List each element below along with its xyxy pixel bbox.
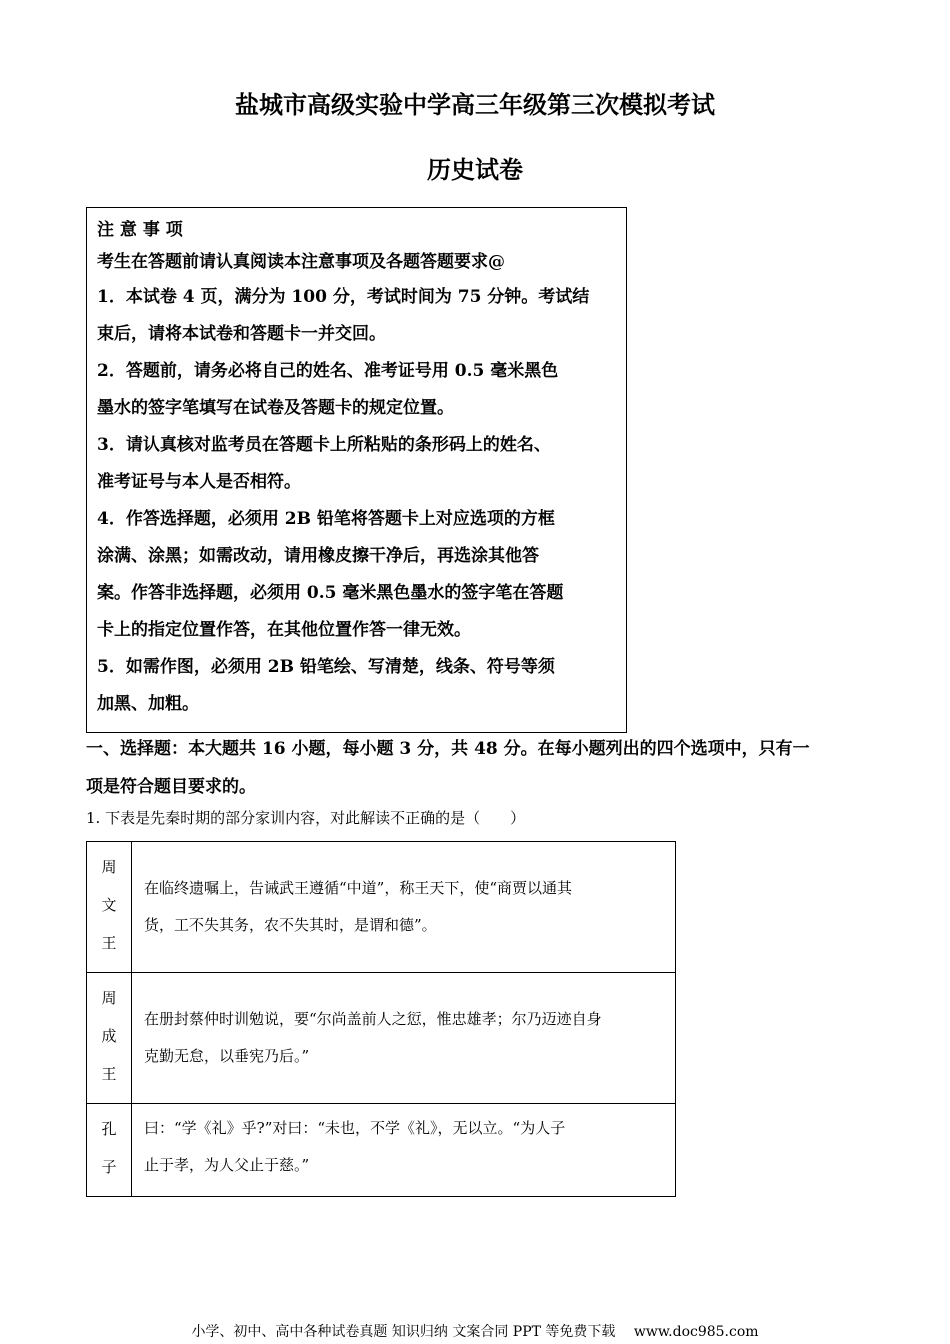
notice-line: 墨水的签字笔填写在试卷及答题卡的规定位置。 [97, 398, 454, 418]
notice-line: 卡上的指定位置作答，在其他位置作答一律无效。 [97, 620, 471, 640]
person-cell [87, 1104, 132, 1197]
section-heading-line: 一、选择题：本大题共 16 小题，每小题 3 分，共 48 分。在每小题列出的四个选项中，只有一 [86, 739, 810, 759]
person-char: 周 [101, 858, 117, 876]
person-char: 王 [101, 1065, 117, 1083]
person-char: 子 [101, 1158, 117, 1176]
table-row [87, 1104, 676, 1197]
person-char: 王 [101, 934, 117, 952]
notice-line: 1．本试卷 4 页，满分为 100 分，考试时间为 75 分钟。考试结 [97, 287, 590, 307]
table-row [87, 973, 676, 1104]
notice-line: 4．作答选择题，必须用 2B 铅笔将答题卡上对应选项的方框 [97, 509, 555, 529]
question-1-text: 1. 下表是先秦时期的部分家训内容，对此解读不正确的是（ ） [86, 809, 526, 827]
quote-line: 曰：“学《礼》乎?”对曰：“未也，不学《礼》，无以立。“为人子 [144, 1119, 566, 1137]
family-instructions-table [86, 841, 676, 1197]
quote-cell [132, 1104, 676, 1197]
footer-text: 小学、初中、高中各种试卷真题 知识归纳 文案合同 PPT 等免费下载 www.doc985.com [191, 1324, 759, 1340]
notice-line: 案。作答非选择题，必须用 0.5 毫米黑色墨水的签字笔在答题 [97, 583, 564, 603]
person-cell [87, 842, 132, 973]
notice-line: 准考证号与本人是否相符。 [97, 472, 301, 492]
notice-line: 加黑、加粗。 [97, 694, 199, 714]
notice-box [86, 207, 627, 733]
person-char: 成 [101, 1027, 117, 1045]
person-char: 孔 [101, 1120, 117, 1138]
person-cell [87, 973, 132, 1104]
notice-line: 5．如需作图，必须用 2B 铅笔绘、写清楚，线条、符号等须 [97, 657, 555, 677]
notice-line: 考生在答题前请认真阅读本注意事项及各题答题要求@ [97, 252, 505, 272]
quote-line: 克勤无怠，以垂宪乃后。” [144, 1047, 310, 1065]
notice-line: 涂满、涂黑；如需改动，请用橡皮擦干净后，再选涂其他答 [97, 546, 539, 566]
notice-heading: 注 意 事 项 [97, 220, 183, 240]
exam-subtitle: 历史试卷 [427, 155, 523, 184]
person-char: 周 [101, 989, 117, 1007]
person-char: 文 [101, 896, 117, 914]
quote-cell [132, 973, 676, 1104]
notice-line: 2．答题前，请务必将自己的姓名、准考证号用 0.5 毫米黑色 [97, 361, 559, 381]
section-heading [86, 730, 876, 806]
notice-line: 束后，请将本试卷和答题卡一并交回。 [97, 324, 386, 344]
section-heading-line: 项是符合题目要求的。 [86, 777, 256, 797]
quote-line: 货，工不失其务，农不失其时，是谓和德”。 [144, 916, 437, 934]
quote-line: 在临终遗嘱上，告诫武王遵循“中道”，称王天下，使“商贾以通其 [144, 879, 573, 897]
quote-line: 止于孝，为人父止于慈。” [144, 1156, 310, 1174]
quote-cell [132, 842, 676, 973]
quote-line: 在册封蔡仲时训勉说，要“尔尚盖前人之愆，惟忠雄孝；尔乃迈迹自身 [144, 1010, 602, 1028]
exam-title: 盐城市高级实验中学高三年级第三次模拟考试 [235, 90, 715, 119]
table-row [87, 842, 676, 973]
notice-line: 3．请认真核对监考员在答题卡上所粘贴的条形码上的姓名、 [97, 435, 551, 455]
